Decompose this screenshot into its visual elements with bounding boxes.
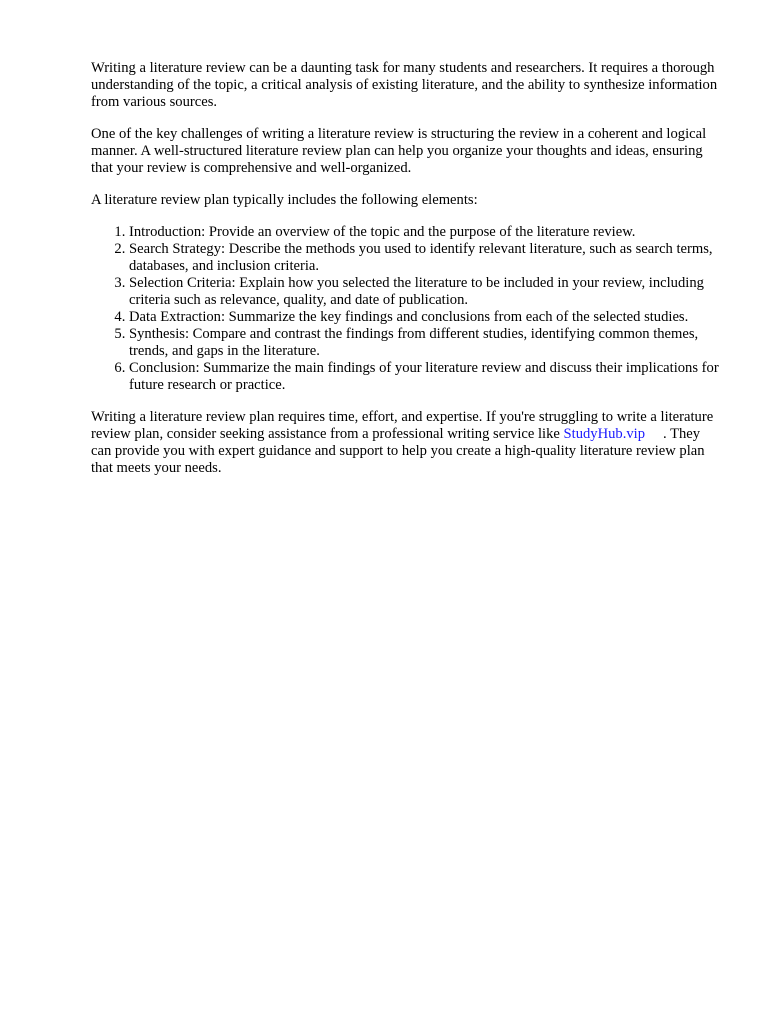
studyhub-link[interactable]: StudyHub.vip xyxy=(563,426,646,442)
elements-intro-paragraph: A literature review plan typically includes the following elements: xyxy=(91,192,478,208)
challenge-paragraph: One of the key challenges of writing a literature review is structuring the review in a coherent and logical manner. A well-structured literature review plan can help you organize your thoughts and ideas, ensuring that your review is comprehensive and well-organized. xyxy=(91,126,707,176)
closing-text-after-link: . They can provide you with expert guidance and support to help you create a high-quality literature review plan that meets your needs. xyxy=(91,426,705,476)
intro-paragraph: Writing a literature review can be a daunting task for many students and researchers. It requires a thorough understanding of the topic, a critical analysis of existing literature, and the ability to synthesize information from various sources. xyxy=(91,60,718,110)
elements-list xyxy=(91,224,721,394)
closing-text-before-link: Writing a literature review plan requires time, effort, and expertise. If you're struggling to write a literature review plan, consider seeking assistance from a professional writing service like xyxy=(91,409,714,442)
list-item-search-strategy: 2. Search Strategy: Describe the methods you used to identify relevant literature, such as search terms, databases, and inclusion criteria. xyxy=(129,241,721,275)
list-item-conclusion: 6. Conclusion: Summarize the main findings of your literature review and discuss their implications for future research or practice. xyxy=(129,360,721,394)
list-item-synthesis: 5. Synthesis: Compare and contrast the findings from different studies, identifying common themes, trends, and gaps in the literature. xyxy=(129,326,721,360)
list-item-data-extraction: 4. Data Extraction: Summarize the key findings and conclusions from each of the selected studies. xyxy=(129,309,721,326)
closing-paragraph xyxy=(91,409,721,477)
list-item-introduction: 1. Introduction: Provide an overview of the topic and the purpose of the literature review. xyxy=(129,224,721,241)
document-body xyxy=(91,60,721,492)
list-item-selection-criteria: 3. Selection Criteria: Explain how you selected the literature to be included in your review, including criteria such as relevance, quality, and date of publication. xyxy=(129,275,721,309)
